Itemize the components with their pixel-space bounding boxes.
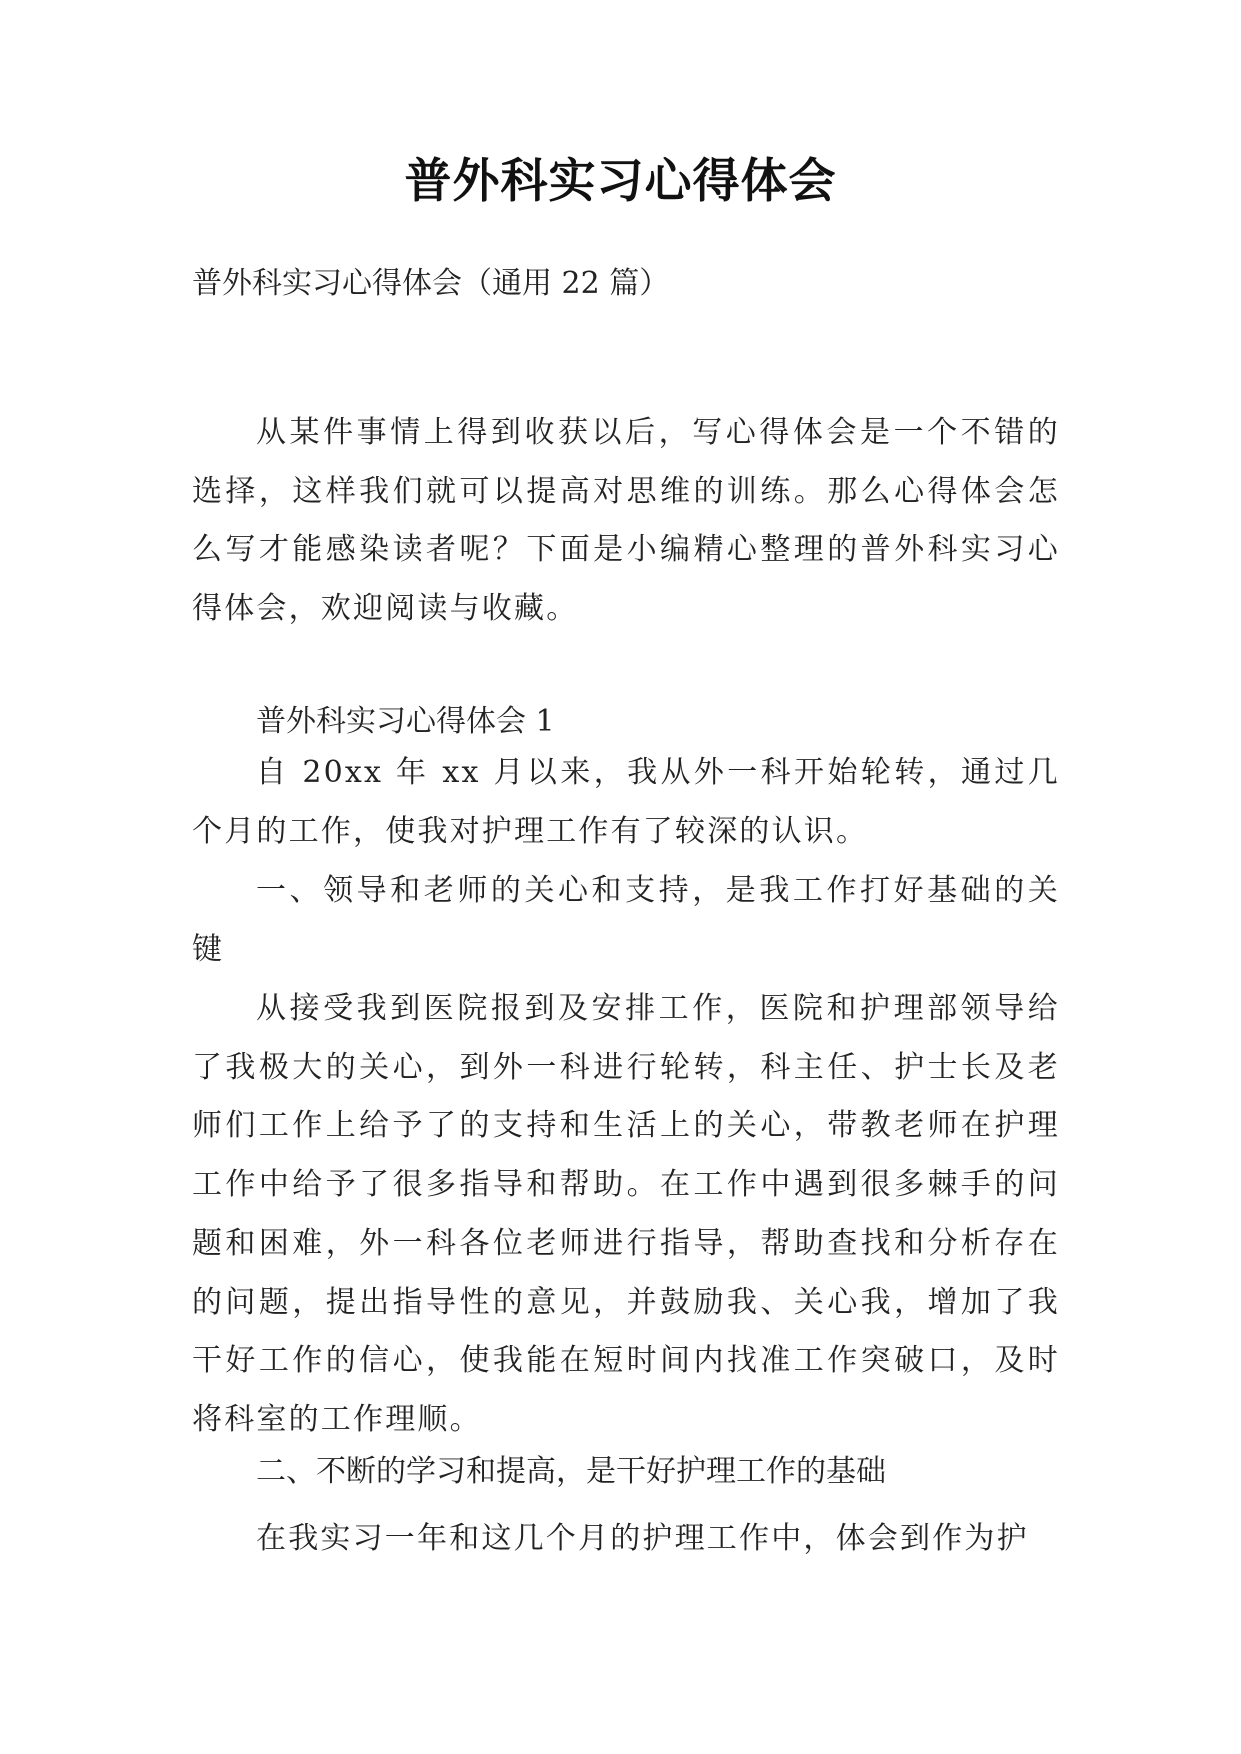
intro-paragraph: 从某件事情上得到收获以后，写心得体会是一个不错的选择，这样我们就可以提高对思维的训练。那么心得体会怎么写才能感染读者呢？下面是小编精心整理的普外科实习心得体会，欢迎阅读与收藏。 (192, 415, 1060, 627)
section-heading: 二、不断的学习和提高，是干好护理工作的基础 (256, 1454, 886, 1489)
essay-heading: 普外科实习心得体会 1 (256, 704, 555, 739)
body-paragraph: 从接受我到医院报到及安排工作，医院和护理部领导给了我极大的关心，到外一科进行轮转，科主任、护士长及老师们工作上给予了的支持和生活上的关心，带教老师在护理工作中给予了很多指导和帮助。在工作中遇到很多棘手的问题和困难，外一科各位老师进行指导，帮助查找和分析存在的问题，提出指导性的意见，并鼓励我、关心我，增加了我干好工作的信心，使我能在短时间内找准工作突破口，及时将科室的工作理顺。 (192, 991, 1060, 1437)
body-paragraph: 在我实习一年和这几个月的护理工作中，体会到作为护 (256, 1521, 1029, 1556)
document-title: 普外科实习心得体会 (404, 154, 837, 209)
section-heading: 一、领导和老师的关心和支持，是我工作打好基础的关键 (192, 873, 1060, 967)
body-paragraph: 自 20xx 年 xx 月以来，我从外一科开始轮转，通过几个月的工作，使我对护理工作有了较深的认识。 (192, 755, 1060, 849)
document-subtitle: 普外科实习心得体会（通用 22 篇） (192, 266, 670, 301)
